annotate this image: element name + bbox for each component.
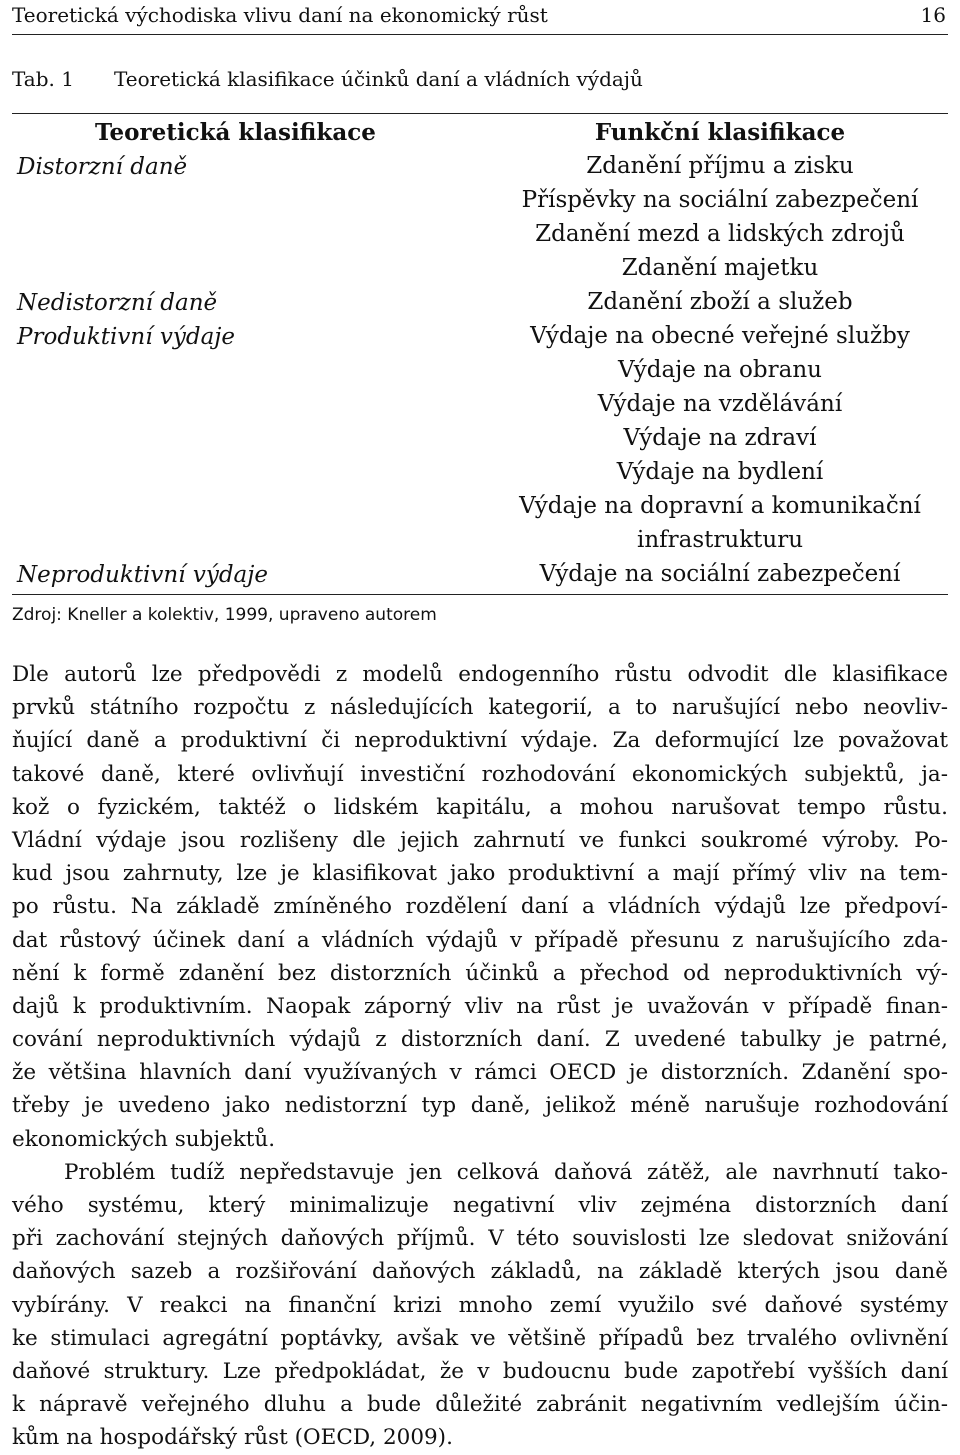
page-number: 16 <box>920 3 946 27</box>
paragraph-line: ňující daně a produktivní či neproduktivní výdaje. Za deformující lze považovat <box>12 728 948 754</box>
table-caption <box>12 64 643 94</box>
paragraph-line: Problém tudíž nepředstavuje jen celková daňová zátěž, ale navrhnutí tako- <box>64 1159 948 1185</box>
paragraph-line: ekonomických subjektů. <box>12 1126 276 1152</box>
paragraph-line: Vládní výdaje jsou rozlišeny dle jejich zahrnutí ve funkci soukromé výroby. Po- <box>12 827 948 853</box>
functional-row: Výdaje na sociální zabezpečení <box>539 561 901 587</box>
paragraph-line: daňové struktury. Lze předpokládat, že v budoucnu bude zapotřebí vyšších daní <box>12 1358 948 1384</box>
table-number: Tab. 1 <box>12 67 74 91</box>
functional-row: Výdaje na obranu <box>618 357 822 383</box>
functional-row: Zdanění majetku <box>621 255 819 281</box>
functional-row: Výdaje na bydlení <box>616 459 824 485</box>
paragraph-line: třeby je uvedeno jako nedistorzní typ daně, jelikož méně narušuje rozhodování <box>12 1093 948 1119</box>
cell-produktivni-vydaje: Produktivní výdaje <box>17 324 236 350</box>
functional-row: Výdaje na dopravní a komunikační <box>519 493 921 519</box>
functional-rows <box>492 149 948 591</box>
functional-column <box>492 114 948 594</box>
paragraph-line: nění k formě zdanění bez distorzních účinků a přechod od neproduktivních vý- <box>12 960 948 986</box>
classification-table <box>12 113 948 595</box>
table-source: Zdroj: Kneller a kolektiv, 1999, upraveno autorem <box>12 605 437 625</box>
functional-row: Zdanění mezd a lidských zdrojů <box>535 221 905 247</box>
paragraph-line: dajů k produktivním. Naopak záporný vliv na růst je uvažován v případě finan- <box>12 993 948 1019</box>
theoretical-header: Teoretická klasifikace <box>95 119 376 146</box>
paragraph-line: ke stimulaci agregátní poptávky, avšak ve většině případů bez trvalého ovlivnění <box>12 1325 948 1351</box>
paragraph-line: kož o fyzickém, taktéž o lidském kapitálu, a mohou narušovat tempo růstu. <box>12 794 948 820</box>
functional-row: infrastrukturu <box>636 527 804 553</box>
paragraph-line: k nápravě veřejného dluhu a bude důležité zabránit negativním vedlejším účin- <box>12 1392 948 1418</box>
paragraph-line: Dle autorů lze předpovědi z modelů endogenního růstu odvodit dle klasifikace <box>12 662 948 687</box>
paragraph-line: kud jsou zahrnuty, lze je klasifikovat jako produktivní a mají přímý vliv na tem- <box>12 861 948 887</box>
theoretical-column <box>17 114 517 594</box>
cell-neproduktivni-vydaje: Neproduktivní výdaje <box>17 562 269 588</box>
running-title: Teoretická východiska vlivu daní na ekonomický růst <box>12 3 548 27</box>
paragraph-line: vybírány. V reakci na finanční krizi mnoho zemí využilo své daňové systémy <box>12 1292 948 1318</box>
functional-header: Funkční klasifikace <box>594 119 846 146</box>
functional-row: Výdaje na zdraví <box>623 425 817 451</box>
paragraph-line: při zachování stejných daňových příjmů. V této souvislosti lze sledovat snižování <box>12 1226 948 1252</box>
functional-row: Zdanění příjmu a zisku <box>586 153 854 179</box>
functional-row: Příspěvky na sociální zabezpečení <box>521 187 919 213</box>
page-header <box>12 0 948 35</box>
cell-distorzni-dane: Distorzní daně <box>17 154 188 180</box>
paragraph-line: že většina hlavních daní využívaných v rámci OECD je distorzních. Zdanění spo- <box>12 1060 948 1086</box>
paragraph-line: cování neproduktivních výdajů z distorzních daní. Z uvedené tabulky je patrné, <box>12 1027 948 1053</box>
cell-nedistorzni-dane: Nedistorzní daně <box>17 290 218 316</box>
paragraph-line: kům na hospodářský růst (OECD, 2009). <box>12 1425 453 1451</box>
functional-row: Zdanění zboží a služeb <box>587 289 853 315</box>
functional-row: Výdaje na obecné veřejné služby <box>530 323 910 349</box>
body-text <box>12 658 948 1455</box>
table-title: Teoretická klasifikace účinků daní a vládních výdajů <box>114 67 643 91</box>
paragraph-line: po růstu. Na základě zmíněného rozdělení daní a vládních výdajů lze předpoví- <box>12 894 948 920</box>
paragraph-line: takové daně, které ovlivňují investiční rozhodování ekonomických subjektů, ja- <box>12 761 948 787</box>
paragraph-line: dat růstový účinek daní a vládních výdajů v případě přesunu z narušujícího zda- <box>12 927 948 953</box>
functional-row: Výdaje na vzdělávání <box>597 391 843 417</box>
paragraph-line: vého systému, který minimalizuje negativní vliv zejména distorzních daní <box>12 1193 948 1218</box>
paragraph-line: prvků státního rozpočtu z následujících kategorií, a to narušující nebo neovliv- <box>12 695 948 721</box>
paragraph-line: daňových sazeb a rozšiřování daňových základů, na základě kterých jsou daně <box>12 1259 948 1285</box>
